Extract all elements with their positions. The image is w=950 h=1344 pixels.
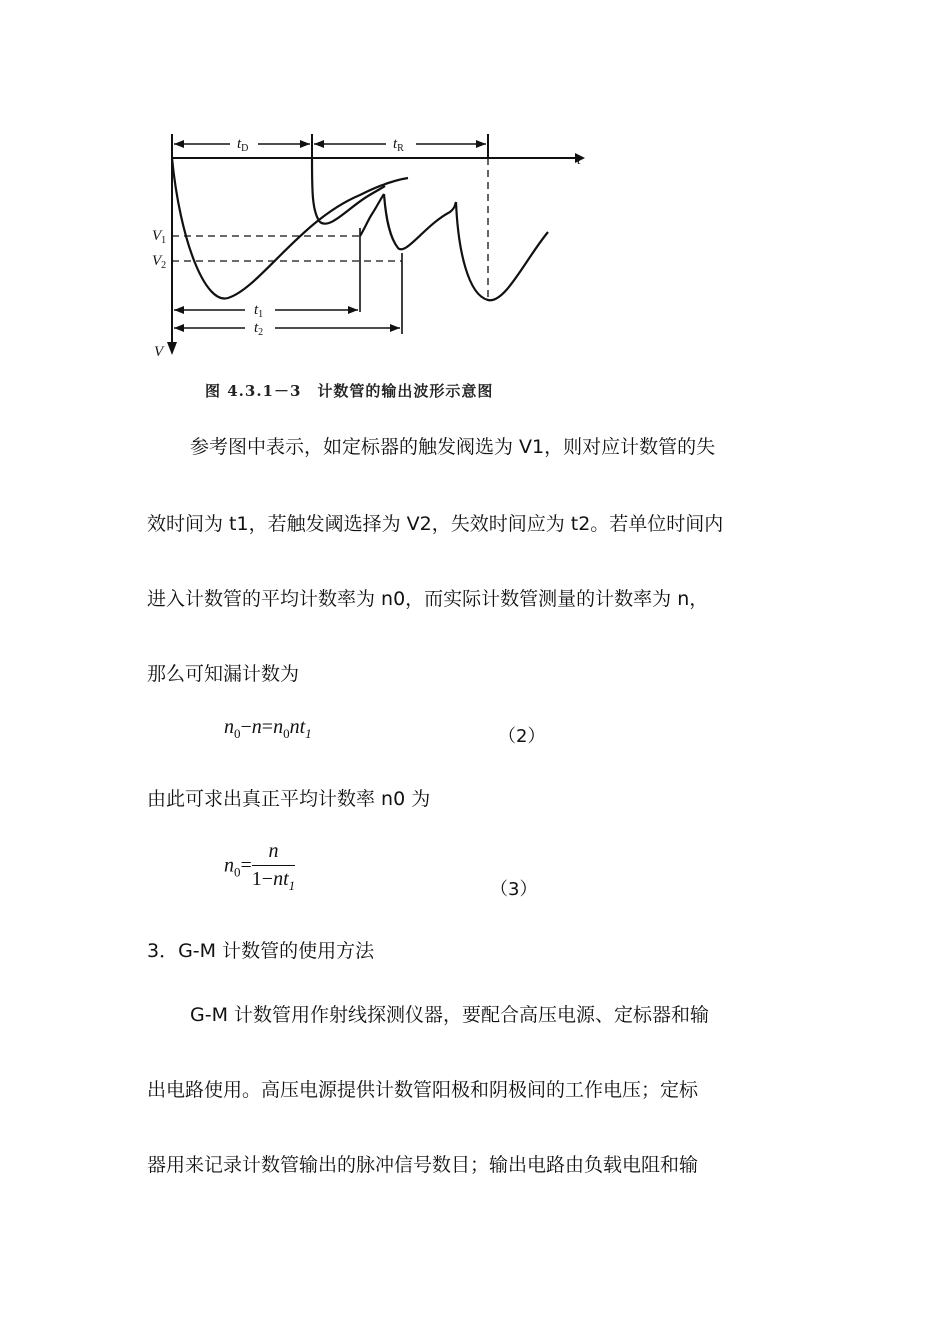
paragraph-line: G-M 计数管用作射线探测仪器，要配合高压电源、定标器和输 — [190, 1004, 710, 1026]
paragraph-line: 那么可知漏计数为 — [147, 663, 300, 685]
paragraph-line: 出电路使用。高压电源提供计数管阳极和阴极间的工作电压；定标 — [147, 1079, 699, 1101]
equation-3: $n_0=$ $\frac{n}{1-nt_1}$ — [224, 840, 296, 893]
voltage-axis-arrow-icon — [167, 342, 177, 355]
label-t-axis: t — [577, 153, 581, 168]
label-V-axis: V — [154, 344, 164, 360]
waveform-main — [172, 158, 408, 299]
waveform-diagram — [150, 120, 590, 370]
label-tR: $t_R$ — [393, 136, 404, 154]
waveform-pulse-4 — [456, 202, 548, 300]
label-t1: $t_1$ — [254, 302, 264, 320]
label-V1: $V_1$ — [152, 228, 167, 246]
paragraph-line: 由此可求出真正平均计数率 n0 为 — [147, 788, 431, 810]
figure-caption: 图 4.3.1－3 计数管的输出波形示意图 — [205, 382, 494, 400]
label-t2: $t_2$ — [254, 320, 264, 338]
equation-2-number: （2） — [498, 726, 546, 747]
label-tD: $t_D$ — [237, 136, 249, 154]
paragraph-line: 进入计数管的平均计数率为 n0，而实际计数管测量的计数率为 n， — [147, 588, 709, 610]
waveform-pulse-2 — [312, 158, 385, 224]
waveform-pulse-3 — [384, 194, 456, 249]
waveform-figure — [150, 120, 590, 410]
equation-3-number: （3） — [490, 879, 538, 900]
fraction: $\frac{n}{1-nt_1}$ — [251, 840, 296, 893]
section-heading: 3．G-M 计数管的使用方法 — [147, 940, 375, 962]
paragraph-line: 参考图中表示，如定标器的触发阀选为 V1，则对应计数管的失 — [190, 436, 716, 458]
paragraph-line: 器用来记录计数管输出的脉冲信号数目；输出电路由负载电阻和输 — [147, 1154, 699, 1176]
equation-2: $n_0-n=n_0nt_1$ — [224, 716, 312, 741]
paragraph-line: 效时间为 t1，若触发阈选择为 V2，失效时间应为 t2。若单位时间内 — [147, 513, 724, 535]
label-V2: $V_2$ — [152, 253, 167, 271]
